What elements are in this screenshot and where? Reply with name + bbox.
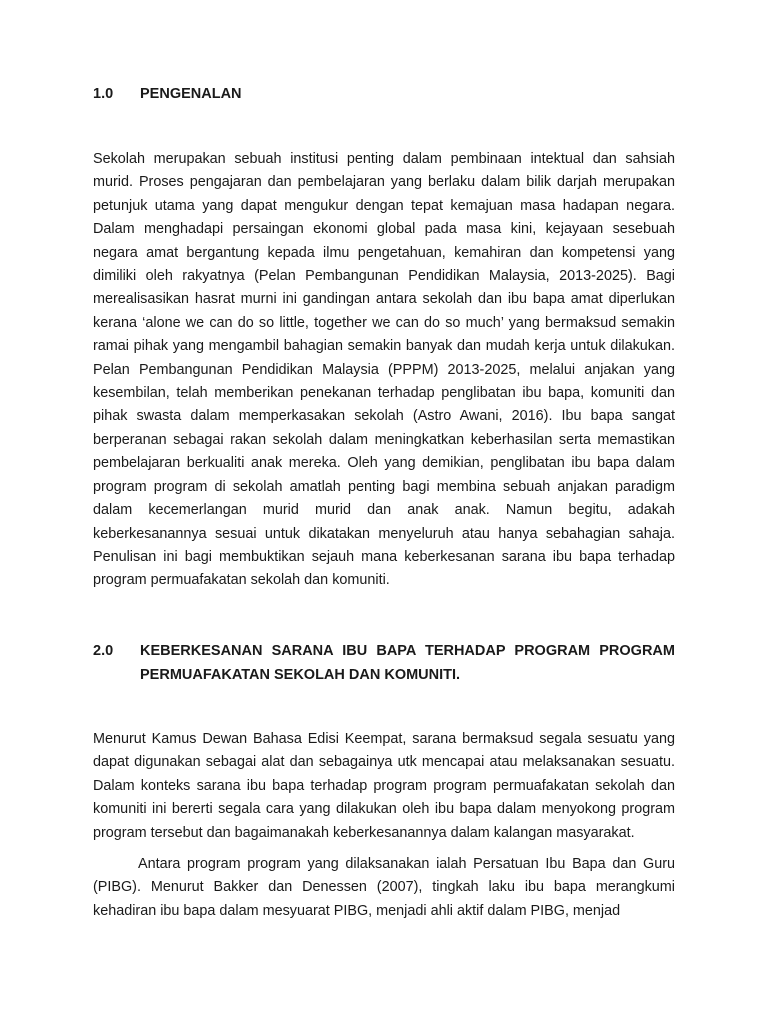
section-1-heading — [93, 82, 242, 106]
section-2-title: KEBERKESANAN SARANA IBU BAPA TERHADAP PROGRAM PROGRAM PERMUAFAKATAN SEKOLAH DAN KOMUNITI. — [140, 643, 675, 683]
section-1-number: 1.0 — [93, 86, 114, 102]
section-1-title: PENGENALAN — [140, 86, 242, 102]
section-2-number: 2.0 — [93, 643, 114, 659]
section-2-heading — [93, 639, 675, 687]
section-2-paragraph-1: Menurut Kamus Dewan Bahasa Edisi Keempat, sarana bermaksud segala sesuatu yang dapat digunakan sebagai alat dan sebagainya utk mencapai atau melaksanakan sesuatu. Dalam konteks sarana ibu bapa terhadap program program permuafakatan sekolah dan komuniti ini bererti segala cara yang dilakukan oleh ibu bapa dalam menyokong program program tersebut dan bagaimanakah keberkesanannya dalam kalangan masyarakat. — [93, 731, 675, 841]
section-2-paragraph-2: Antara program program yang dilaksanakan ialah Persatuan Ibu Bapa dan Guru (PIBG). Menurut Bakker dan Denessen (2007), tingkah laku ibu bapa merangkumi kehadiran ibu bapa dalam mesyuarat PIBG, menjadi ahli aktif dalam PIBG, menjad — [93, 856, 675, 919]
section-1-paragraph: Sekolah merupakan sebuah institusi penting dalam pembinaan intektual dan sahsiah murid. Proses pengajaran dan pembelajaran yang berlaku dalam bilik darjah merupakan petunjuk utama yang dapat mengukur dengan tepat kemajuan masa hadapan negara. Dalam menghadapi persaingan ekonomi global pada masa kini, kejayaan sesebuah negara amat bergantung kepada ilmu pengetahuan, kemahiran dan kompetensi yang dimiliki oleh rakyatnya (Pelan Pembangunan Pendidikan Malaysia, 2013-2025). Bagi merealisasikan hasrat murni ini gandingan antara sekolah dan ibu bapa amat diperlukan kerana ‘alone we can do so little, together we can do so much’ yang bermaksud semakin ramai pihak yang mengambil bahagian semakin banyak dan mudah kerja untuk dilakukan. Pelan Pembangunan Pendidikan Malaysia (PPPM) 2013-2025, melalui anjakan yang kesembilan, telah memberikan penekanan terhadap penglibatan ibu bapa, komuniti dan pihak swasta dalam memperkasakan sekolah (Astro Awani, 2016). Ibu bapa sangat berperanan sebagai rakan sekolah dalam meningkatkan keberhasilan serta memastikan pembelajaran berkualiti anak mereka. Oleh yang demikian, penglibatan ibu bapa dalam program program di sekolah amatlah penting bagi membina sebuah anjakan paradigm dalam kecemerlangan murid murid dan anak anak. Namun begitu, adakah keberkesanannya sesuai untuk dikatakan menyeluruh atau hanya sebahagian sahaja. Penulisan ini bagi membuktikan sejauh mana keberkesanan sarana ibu bapa terhadap program permuafakatan sekolah dan komuniti. — [93, 151, 675, 589]
